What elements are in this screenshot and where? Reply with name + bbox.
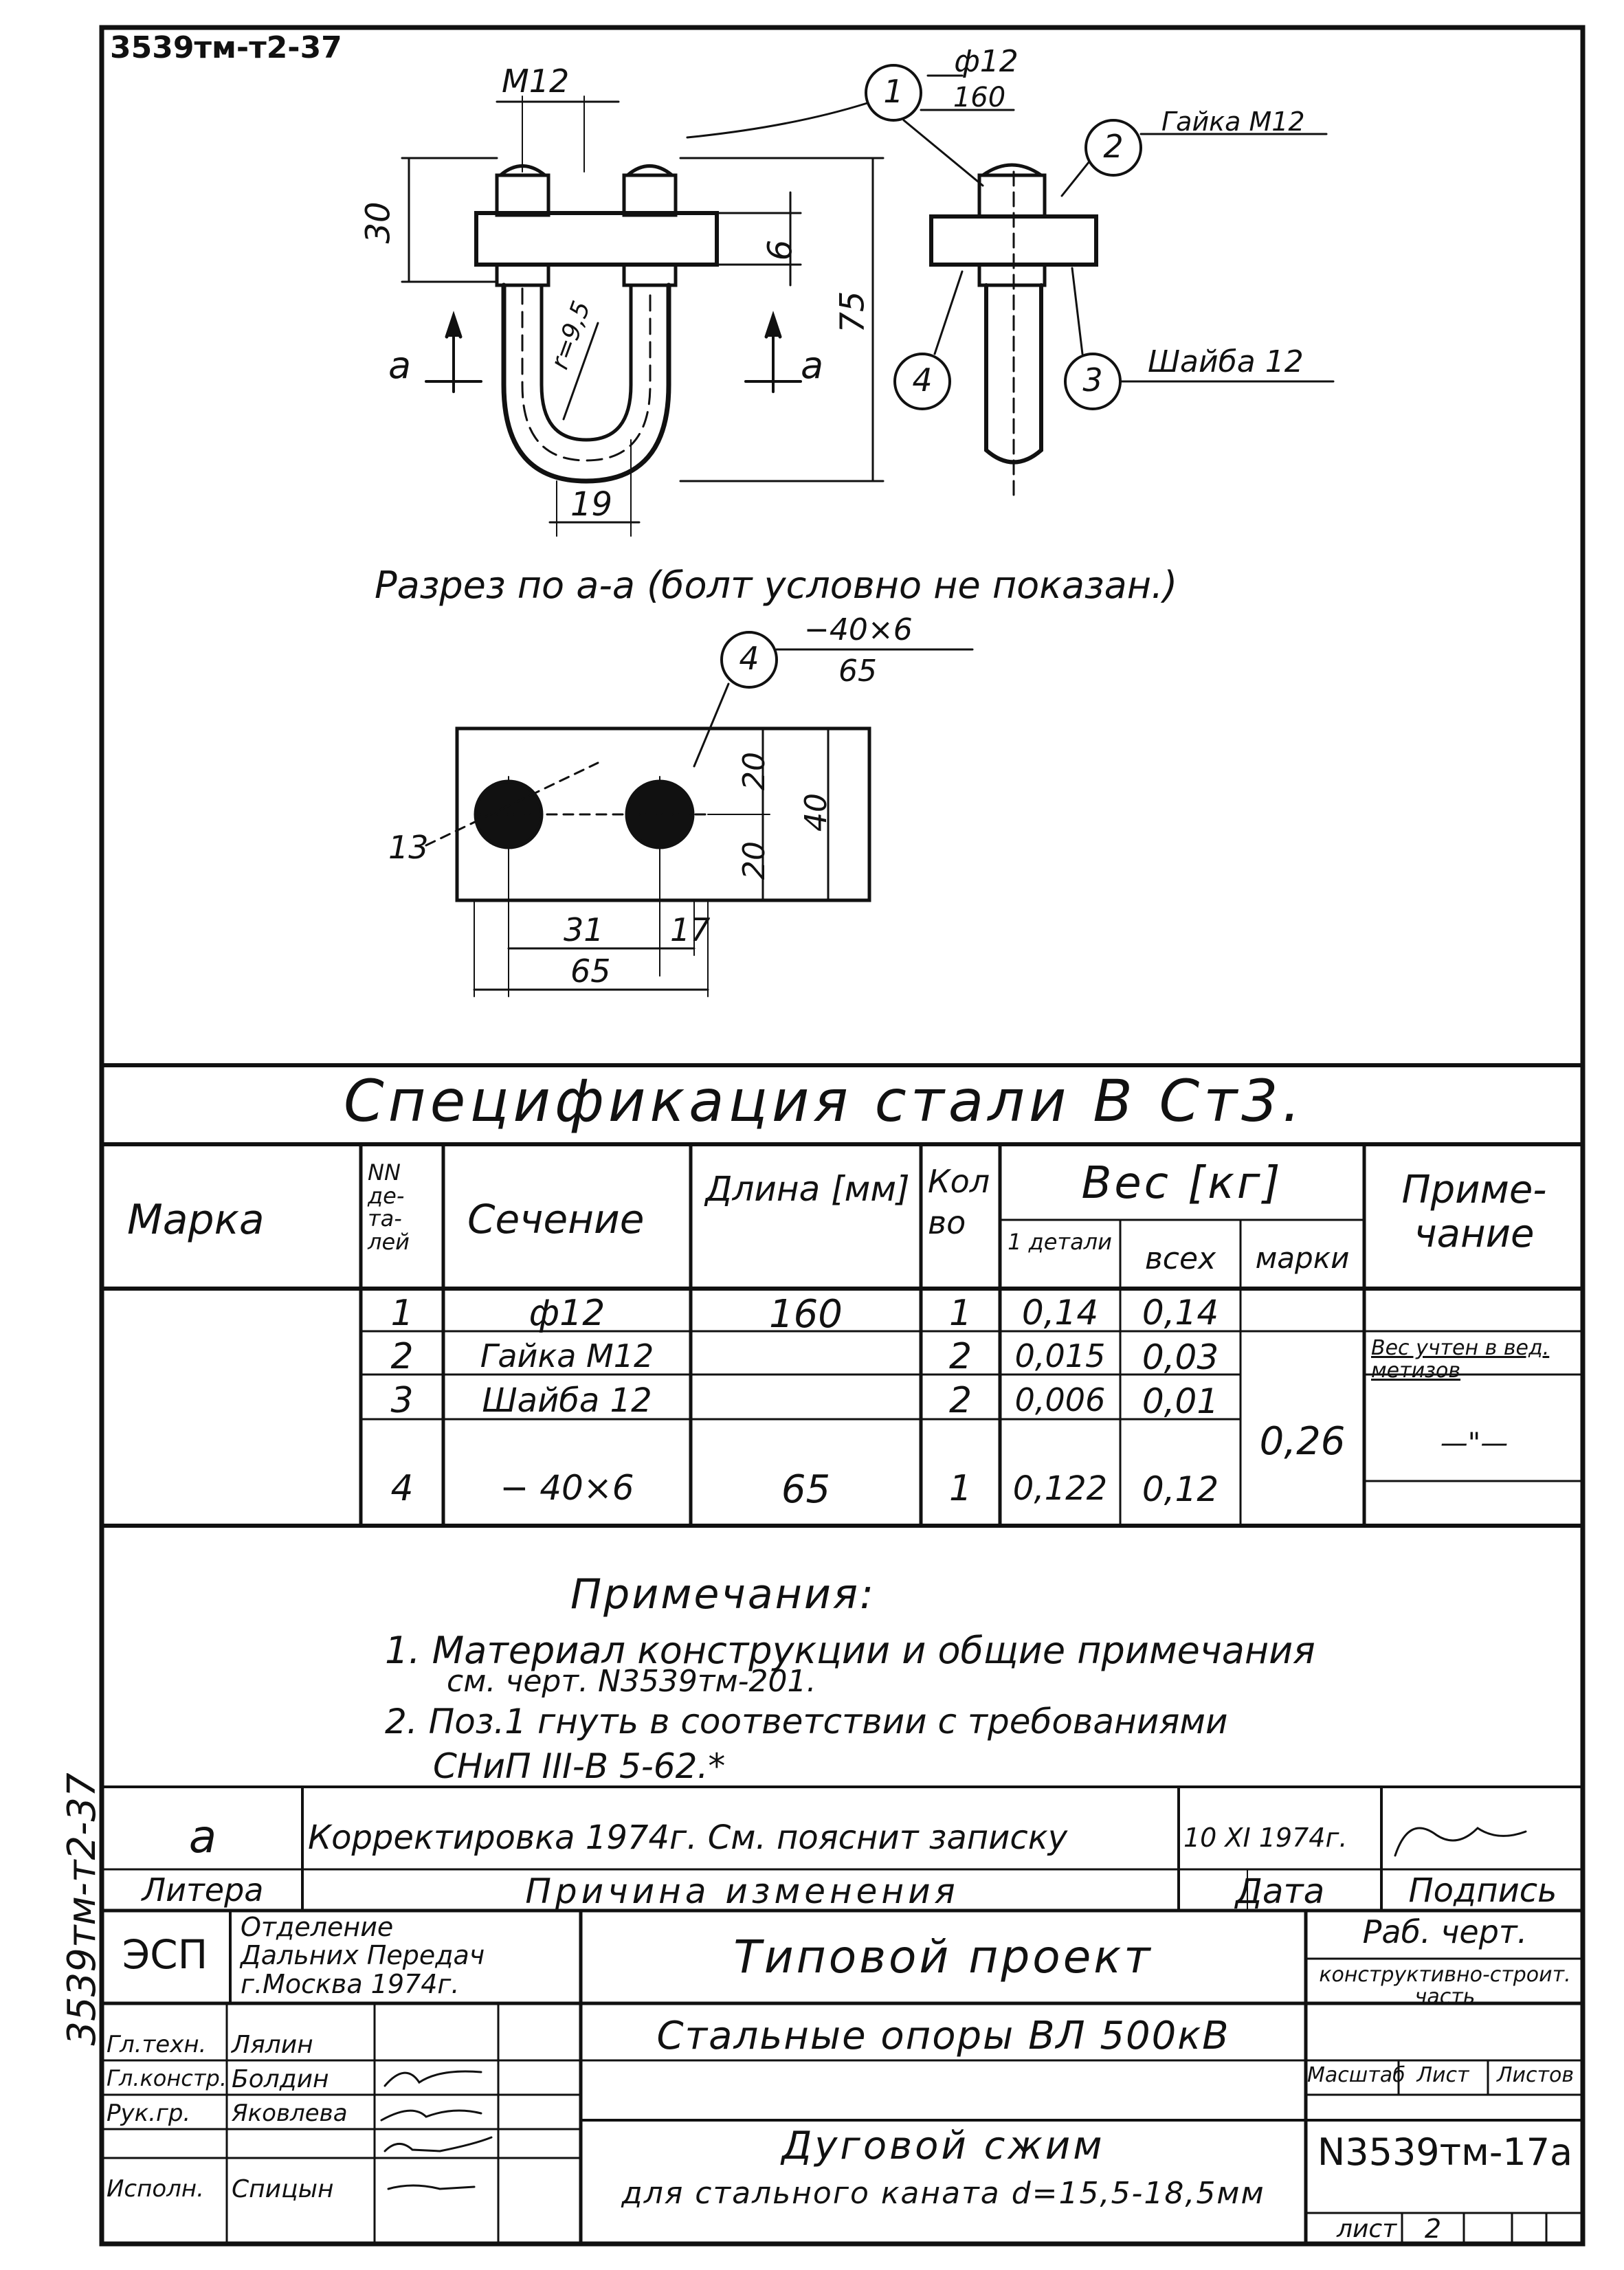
row1-length: 160 [769,1292,843,1337]
row1-nn: 1 [390,1293,414,1334]
hdr-section: Сечение [467,1196,645,1243]
row3-qty: 2 [948,1380,972,1421]
hdr-mark: Марка [127,1196,265,1244]
row4-w-all: 0,12 [1142,1469,1219,1509]
sheet-code: 3539тм-т2-37 [110,30,342,65]
hdr-note: Приме- чание [1401,1168,1547,1257]
spec-title: Спецификация стали В Ст3. [344,1067,1305,1135]
row2-section: Гайка М12 [480,1337,654,1375]
row1-section: ф12 [529,1293,605,1334]
rev-reason: Корректировка 1974г. См. пояснит записку [308,1818,1068,1857]
dim-75: 75 [833,291,872,333]
project-name: Стальные опоры ВЛ 500кВ [656,2014,1230,2058]
callout-4: 4 [912,361,933,399]
name-4: Спицын [232,2175,334,2203]
dim-30: 30 [359,201,398,244]
radius-label: r=9,5 [545,297,597,373]
dim-20b: 20 [737,841,772,880]
plate-size-bottom: 65 [838,654,877,689]
org-line1: Отделение [241,1912,394,1942]
rev-h-reason: Причина изменения [525,1871,959,1911]
hdr-w-mark: марки [1255,1241,1350,1275]
name-3: Яковлева [232,2100,348,2127]
name-2: Болдин [232,2065,329,2093]
org-code: ЭСП [122,1931,208,1978]
h-sheet: Лист [1416,2063,1469,2087]
dim-19: 19 [570,485,613,524]
part1-top: ф12 [954,44,1019,79]
side-sheet-code: 3539тм-т2-37 [60,1772,104,2046]
mark-weight: 0,26 [1259,1419,1346,1464]
callout-1: 1 [883,73,904,110]
u-bolt-front-view [402,96,883,536]
rev-h-sign: Подпись [1408,1871,1557,1910]
rev-date: 10 XI 1974г. [1183,1823,1348,1853]
row4-length: 65 [781,1467,831,1512]
notes-line2: см. черт. N3539тм-201. [447,1664,816,1699]
name-1: Лялин [232,2031,313,2059]
row4-w-one: 0,122 [1012,1469,1108,1508]
part2-label: Гайка М12 [1161,107,1305,137]
row1-w-one: 0,14 [1021,1293,1099,1333]
part3-label: Шайба 12 [1148,344,1304,379]
dim-31: 31 [564,911,604,948]
row4-qty: 1 [948,1468,972,1509]
row3-section: Шайба 12 [482,1381,652,1420]
dim-6: 6 [761,239,800,261]
section-callout: 4 [739,640,759,677]
row2-w-one: 0,015 [1014,1337,1106,1375]
notes-line4: СНиП III-В 5-62.* [433,1746,726,1786]
dim-65: 65 [570,953,611,990]
hdr-w-all: всех [1144,1241,1216,1276]
org-line2: Дальних Передач [241,1940,485,1970]
rev-h-letter: Литера [142,1871,264,1909]
role-3: Рук.гр. [107,2100,191,2127]
dim-40: 40 [799,793,834,832]
role-2: Гл.констр. [107,2065,227,2091]
note-2: —"— [1440,1427,1509,1459]
row2-nn: 2 [390,1336,414,1377]
drawing-number: N3539тм-17а [1317,2130,1573,2174]
h-scale: Масштаб [1307,2063,1405,2087]
hdr-w-one: 1 детали [1008,1229,1112,1255]
row1-qty: 1 [948,1293,972,1334]
section-title: Разрез по а-а (болт условно не показан.) [375,564,1178,607]
sheet-no: 2 [1424,2214,1442,2244]
section-mark-left: а [388,344,412,387]
row3-nn: 3 [390,1380,414,1421]
section-mark-right: а [801,344,824,387]
hole-dia: 13 [388,829,429,866]
plate-size-top: −40×6 [804,612,913,647]
row2-qty: 2 [948,1336,972,1377]
dim-17: 17 [670,911,711,948]
note-1: Вес учтен в вед. метизов [1371,1336,1550,1383]
stage-1: Раб. черт. [1362,1913,1528,1950]
hdr-qty: Кол во [928,1163,990,1241]
row4-nn: 4 [390,1468,414,1509]
part1-bottom: 160 [953,82,1006,113]
row3-w-one: 0,006 [1014,1381,1106,1418]
org-line3: г.Москва 1974г. [241,1969,460,1999]
stage-2: конструктивно-строит. часть [1319,1963,1571,2009]
row3-w-all: 0,01 [1142,1381,1219,1421]
h-sheets: Листов [1496,2063,1575,2087]
row1-w-all: 0,14 [1142,1293,1219,1333]
u-bolt-side-view [928,76,1096,495]
role-1: Гл.техн. [107,2031,207,2058]
notes-title: Примечания: [570,1570,876,1618]
rev-h-date: Дата [1235,1871,1325,1911]
hdr-weight: Вес [кг] [1081,1158,1283,1209]
notes-line3: 2. Поз.1 гнуть в соответствии с требованиями [385,1702,1228,1742]
project-type: Типовой проект [733,1930,1153,1983]
item-name-1: Дуговой сжим [781,2124,1105,2168]
sheet-label: лист [1337,2215,1397,2243]
row4-section: − 40×6 [500,1468,634,1508]
notes-line1: 1. Материал конструкции и общие примечания [385,1629,1315,1672]
item-name-2: для стального каната d=15,5-18,5мм [621,2176,1265,2211]
role-4: Исполн. [107,2175,204,2203]
hdr-nn: NN де- та- лей [368,1159,410,1255]
row2-w-all: 0,03 [1142,1337,1219,1377]
rev-letter: а [188,1810,217,1863]
dim-20a: 20 [737,752,772,790]
hdr-length: Длина [мм] [705,1169,910,1209]
callout-3: 3 [1082,361,1103,399]
callout-2: 2 [1103,128,1124,165]
thread-label: М12 [502,63,570,100]
